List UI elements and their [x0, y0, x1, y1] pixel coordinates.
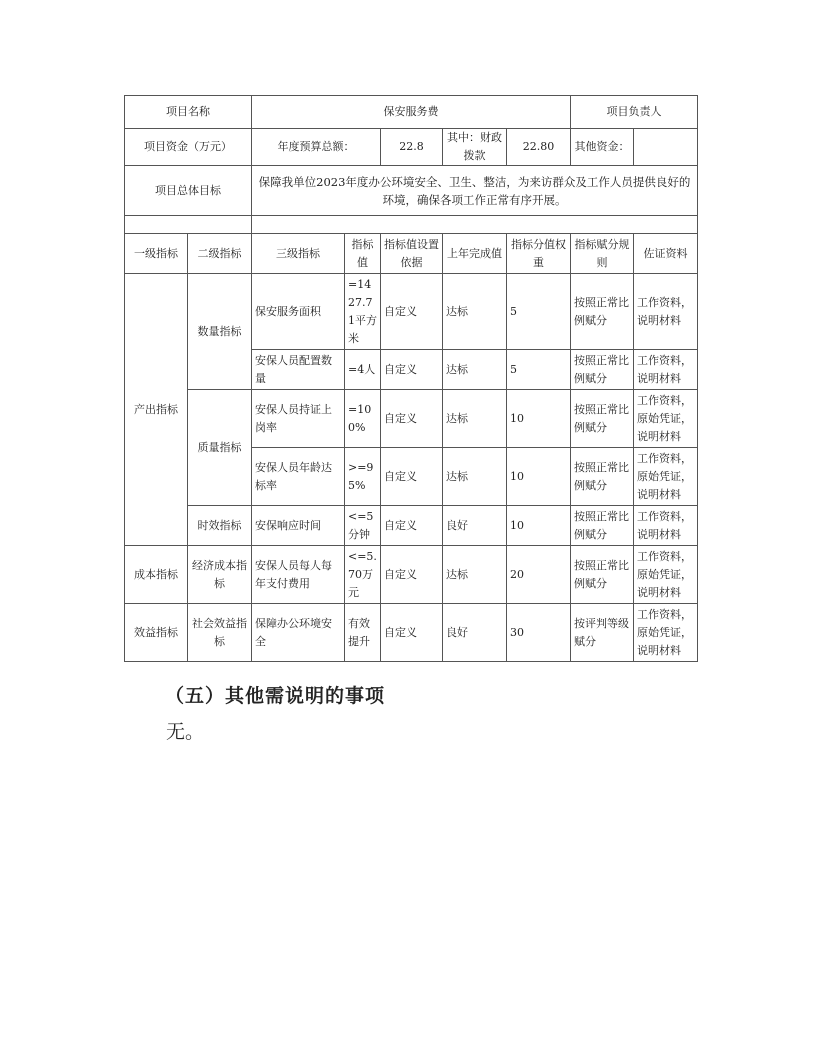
col-prev: 上年完成值	[443, 234, 507, 274]
spacer-cell	[252, 216, 698, 234]
col-rule: 指标赋分规则	[571, 234, 634, 274]
table-row	[125, 390, 698, 448]
prev-cell: 达标	[443, 274, 507, 350]
indicator-cell: 安保响应时间	[252, 506, 345, 546]
funds-label: 项目资金（万元）	[125, 129, 252, 166]
col-evidence: 佐证资料	[634, 234, 698, 274]
group-benefit: 效益指标	[125, 604, 188, 662]
prev-cell: 达标	[443, 546, 507, 604]
prev-cell: 达标	[443, 350, 507, 390]
rule-cell: 按照正常比例赋分	[571, 350, 634, 390]
table-row	[125, 274, 698, 350]
value-cell: <=5.70万元	[345, 546, 381, 604]
weight-cell: 10	[507, 506, 571, 546]
col-weight: 指标分值权重	[507, 234, 571, 274]
prev-cell: 达标	[443, 390, 507, 448]
basis-cell: 自定义	[381, 274, 443, 350]
prev-cell: 良好	[443, 604, 507, 662]
weight-cell: 5	[507, 350, 571, 390]
col-level2: 二级指标	[188, 234, 252, 274]
fiscal-label: 其中：财政拨款	[443, 129, 507, 166]
project-name: 保安服务费	[252, 96, 571, 129]
section-body: 无。	[166, 721, 205, 743]
value-cell: <=5分钟	[345, 506, 381, 546]
prev-cell: 良好	[443, 506, 507, 546]
col-level3: 三级指标	[252, 234, 345, 274]
rule-cell: 按照正常比例赋分	[571, 274, 634, 350]
indicator-cell: 安保人员年龄达标率	[252, 448, 345, 506]
basis-cell: 自定义	[381, 604, 443, 662]
basis-cell: 自定义	[381, 390, 443, 448]
goal-text: 保障我单位2023年度办公环境安全、卫生、整洁，为来访群众及工作人员提供良好的环境，确保各项工作正常有序开展。	[252, 166, 698, 216]
evidence-cell: 工作资料，原始凭证，说明材料	[634, 546, 698, 604]
spacer-cell	[125, 216, 252, 234]
weight-cell: 20	[507, 546, 571, 604]
prev-cell: 达标	[443, 448, 507, 506]
group-cost: 成本指标	[125, 546, 188, 604]
rule-cell: 按照正常比例赋分	[571, 448, 634, 506]
evidence-cell: 工作资料，原始凭证，说明材料	[634, 390, 698, 448]
group-timeliness: 时效指标	[188, 506, 252, 546]
performance-table	[124, 95, 698, 662]
table-row	[125, 546, 698, 604]
group-economic-cost: 经济成本指标	[188, 546, 252, 604]
group-quality: 质量指标	[188, 390, 252, 506]
col-level1: 一级指标	[125, 234, 188, 274]
weight-cell: 10	[507, 390, 571, 448]
group-output: 产出指标	[125, 274, 188, 546]
evidence-cell: 工作资料，说明材料	[634, 274, 698, 350]
fiscal-amount: 22.80	[507, 129, 571, 166]
value-cell: =4人	[345, 350, 381, 390]
basis-cell: 自定义	[381, 546, 443, 604]
basis-cell: 自定义	[381, 448, 443, 506]
other-label: 其他资金：	[571, 129, 634, 166]
annual-budget-label: 年度预算总额：	[252, 129, 381, 166]
other-amount	[634, 129, 698, 166]
rule-cell: 按照正常比例赋分	[571, 546, 634, 604]
indicator-cell: 安保人员持证上岗率	[252, 390, 345, 448]
weight-cell: 10	[507, 448, 571, 506]
rule-cell: 按照正常比例赋分	[571, 506, 634, 546]
indicator-cell: 安保人员配置数量	[252, 350, 345, 390]
value-cell: =1427.71平方米	[345, 274, 381, 350]
goal-label: 项目总体目标	[125, 166, 252, 216]
owner-label: 项目负责人	[571, 96, 698, 129]
section-heading: （五）其他需说明的事项	[165, 685, 386, 707]
basis-cell: 自定义	[381, 506, 443, 546]
indicator-cell: 安保人员每人每年支付费用	[252, 546, 345, 604]
value-cell: >=95%	[345, 448, 381, 506]
group-social-benefit: 社会效益指标	[188, 604, 252, 662]
rule-cell: 按照正常比例赋分	[571, 390, 634, 448]
basis-cell: 自定义	[381, 350, 443, 390]
group-quantity: 数量指标	[188, 274, 252, 390]
weight-cell: 30	[507, 604, 571, 662]
annual-budget: 22.8	[381, 129, 443, 166]
value-cell: =100%	[345, 390, 381, 448]
col-basis: 指标值设置依据	[381, 234, 443, 274]
value-cell: 有效提升	[345, 604, 381, 662]
indicator-cell: 保安服务面积	[252, 274, 345, 350]
evidence-cell: 工作资料，原始凭证，说明材料	[634, 604, 698, 662]
rule-cell: 按评判等级赋分	[571, 604, 634, 662]
evidence-cell: 工作资料，原始凭证，说明材料	[634, 448, 698, 506]
project-name-label: 项目名称	[125, 96, 252, 129]
table-row	[125, 604, 698, 662]
weight-cell: 5	[507, 274, 571, 350]
table-row	[125, 506, 698, 546]
evidence-cell: 工作资料，说明材料	[634, 350, 698, 390]
indicator-cell: 保障办公环境安全	[252, 604, 345, 662]
evidence-cell: 工作资料，说明材料	[634, 506, 698, 546]
col-value: 指标值	[345, 234, 381, 274]
